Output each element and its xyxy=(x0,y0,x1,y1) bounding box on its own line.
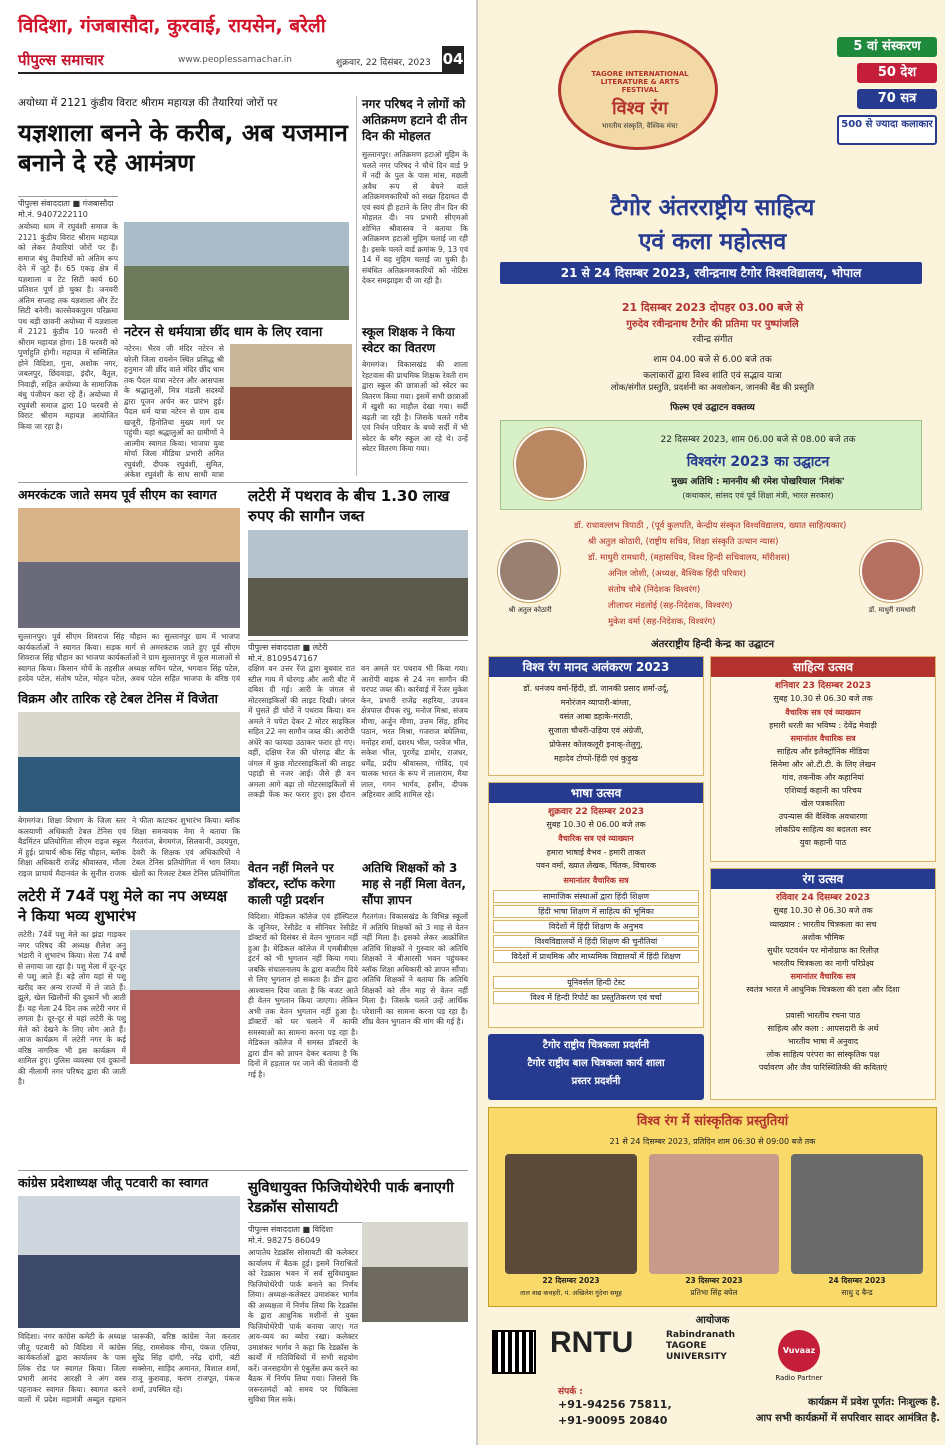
festival-title-line2: एवं कला महोत्सव xyxy=(638,229,787,255)
guest-line: अनिल जोशी, (अध्यक्ष, वैश्विक हिंदी परिवार) xyxy=(608,569,747,579)
day1-film: फिल्म एवं उद्घाटन वक्तव्य xyxy=(670,403,755,413)
yagyashala-photo xyxy=(124,222,349,320)
story8-headline[interactable]: वेतन नहीं मिलने पर डॉक्टर, स्टॉफ करेगा काली पट्टी प्रदर्शन xyxy=(248,861,336,907)
story12-body: आपातेय रेडक्रॉस सोसायटी की कलेक्टर कार्यालय में बैठक हुई। इसमें निराश्रितों को रेडक्रास भवन में सर्व सुविधायुक्त फिजियोथेरेपी पार्क बनाने का निर्णय लिया। अध्यक्ष-कलेक्टर उमाशंकर भार्गव की अध्यक्षता में निर्णय लिया कि रेडक्रॉस के द्वारा आधुनिक मशीनों से युक्त फिजियोथेरेपी पार्क बनाया जाए। गत आय-व्यय का ब्योरा रखा। कलेक्टर उमाशंकर भार्गव ने कहा कि रेडक्रॉस के कार्यों में गतिविधियों में सभी सहयोग करें। जनसहयोग से एंबुलेंस क्रय करने का बैठक में निर्णय लिया गया। जिससे कि जरूरतमंदों को समय पर चिकित्सा सुविधा मिल सके। xyxy=(248,1248,358,1404)
sahitya-item: वैचारिक सत्र एवं व्याख्यान xyxy=(785,708,861,717)
table-tennis-photo xyxy=(18,712,240,812)
column-divider xyxy=(356,96,357,476)
redcross-meeting-photo xyxy=(362,1222,468,1322)
rang-item: प्रवासी भारतीय रचना पाठ xyxy=(785,1011,861,1020)
sahitya-time: सुबह 10.30 से 06.30 बजे तक xyxy=(773,694,873,703)
countries-badge: 50 देश xyxy=(857,63,937,83)
rang-item: लोक साहित्य परंपरा का सांस्कृतिक पक्ष xyxy=(766,1050,880,1059)
perf-date: 23 दिसम्बर 2023 xyxy=(685,1276,743,1285)
story1-kicker: अयोध्या में 2121 कुंडीय विराट श्रीराम महायज्ञ की तैयारियां जोरों पर xyxy=(18,97,278,109)
radio-logo: Vuvaaz xyxy=(778,1330,820,1372)
chief-guest-designation: (कथाकार, सांसद एवं पूर्व शिक्षा मंत्री, भारत सरकार) xyxy=(682,491,834,500)
madhuri-ramdhari-caption: डॉ. माधुरी रामधारी xyxy=(868,606,916,614)
contact-label: संपर्क : xyxy=(558,1387,583,1397)
festival-hindi-name: विश्व रंग xyxy=(611,98,669,119)
bhasha-item: यूनिवर्सल हिन्दी टेस्ट xyxy=(493,976,699,989)
hindi-centre-inauguration: अंतरराष्ट्रीय हिन्दी केन्द्र का उद्घाटन xyxy=(650,639,775,650)
story1-headline[interactable]: यज्ञशाला बनने के करीब, अब यजमान बनाने दे रहे आमंत्रण xyxy=(18,119,348,177)
rang-item: समानांतर वैचारिक सत्र xyxy=(790,972,856,981)
sahitya-item: एशियाई कहानी का परिचय xyxy=(784,786,862,795)
sahitya-item: गांव, तकनीक और कहानियां xyxy=(782,773,864,782)
culture-title: विश्व रंग में सांस्कृतिक प्रस्तुतियां xyxy=(636,1114,789,1129)
story5-body: सुल्तानपुर। पूर्व सीएम शिवराज सिंह चौहान का सुल्तानपुर ग्राम में भाजपा कार्यकर्ताओं ने स्वागत किया। सड़क मार्ग से अमरकंटक जाते हुए पूर्व सीएम शिवराज सिंह चौहान का भाजपा कार्यकर्ताओं ने ग्राम सुल्तानपुर में फूल मालाओं से स्वागत किया। किसान मोर्चे के तहसील अध्यक्ष सचिन पटेल, भगवान सिंह पटेल, हरदेव पटेल, संतोष पटेल, मोहन पटेल, अवध पटेल सहित भाजपा के वरिष्ठ एवं xyxy=(18,632,240,683)
day1-tribute: गुरुदेव रवीन्द्रनाथ टैगोर की प्रतिमा पर पुष्पांजलि xyxy=(626,319,799,330)
story7-headline[interactable]: विक्रम और तारिक रहे टेबल टेनिस में विजेता xyxy=(18,691,218,706)
page-number: 04 xyxy=(442,46,464,72)
rntu-logo: RNTU xyxy=(550,1326,634,1359)
story12-byline: पीपुल्स संवाददाता ■ विदिशा xyxy=(248,1222,468,1235)
story3-body: नटेरन। भैरव जी मंदिर नटेरन से बरेली जिला रायसेन स्थित प्रसिद्ध श्री हनुमान जी छींद वाले मंदिर छींद धाम तक पैदल यात्रा नटेरन और आसपास के श्रद्धालुओं, मित्र मंडली सदस्यों द्वारा पूजन अर्चन कर प्रारंभ हुई। पैदल धर्म यात्रा नटेरन से ग्राम दाब खजूरी, हिनोतिया मुख्य मार्ग पर पहुंची। यहां श्रद्धालुओं का ग्रामीणों ने आत्मीय स्वागत किया। भाजपा युवा मोर्चा जिला मीडिया प्रभारी अमित रघुवंशी, दीपक रघुवंशी, सुमित, अंकेश रघुवंशी के साथ साथी यात्रा xyxy=(124,344,224,479)
rang-item: साहित्य और कला : आपसदारी के अर्थ xyxy=(767,1024,879,1033)
rang-item: सुधीर पटवर्धन पर मोनोग्राफ का रिलीज़ xyxy=(767,946,879,955)
exhibition-box xyxy=(488,1034,704,1100)
story2-body: सुल्तानपुर। अतिक्रमण हटाओ मुहिम के चलते नगर परिषद ने चौथे दिन वार्ड 9 में नदी के पुल के पास मांस, मछली अवैध रूप से बेचने वाले अतिक्रमणकारियों को सख्त हिदायत दी एवं स्वयं ही हटाने के लिए तीन दिन की मोहलत दी। नप प्रभारी सीएमओ शोभित श्रीवास्तव ने बताया कि अतिक्रमण हटाओ मुहिम चलाई जा रही है। इसके चलते वार्ड क्रमांक 9, 13 एवं 14 में यह मुहिम चलाई जा चुकी है। संबंधित अतिक्रमणकारियों को नोटिस देकर समझाइश दी जा रही है। xyxy=(362,150,468,285)
issue-date: शुक्रवार, 22 दिसंबर, 2023 xyxy=(336,58,431,68)
news-column xyxy=(0,0,472,1445)
story12-headline[interactable]: सुविधायुक्त फिजियोथेरेपी पार्क बनाएगी रेडक्रॉस सोसायटी xyxy=(248,1180,454,1216)
story4-body: बेगमगंज। विकासखंड की शाला रेहटवास की प्राथमिक शिक्षक रेवती राम द्वारा स्कूल की छात्राओं को स्वेटर का वितरण किया गया। इसमें सभी छात्राओं में खुशी का माहौल देखा गया। सर्दी बढ़ती जा रही है। जिसके चलते गरीब एवं निर्धन परिवार के बच्चे सर्दी में भी स्वेटर के बगैर स्कूल आ रहे थे। उन्हें स्वेटर वितरण किया गया। xyxy=(362,360,468,453)
perf-name: ताल वाद्य कचहरी, पं. अखिलेश गुंदेचा समूह xyxy=(520,1289,622,1297)
rang-item: भारतीय चित्रकला का नागी परिप्रेक्ष्य xyxy=(772,959,874,968)
culture-subtitle: 21 से 24 दिसम्बर 2023, प्रतिदिन शाम 06:30 से 09:00 बजे तक xyxy=(609,1137,816,1146)
story6-mobile: मो.नं. 8109547167 xyxy=(248,654,318,663)
bhasha-item: वैचारिक सत्र एवं व्याख्यान xyxy=(558,834,634,843)
festival-title-line1: टैगोर अंतरराष्ट्रीय साहित्य xyxy=(610,195,815,221)
awards-title: विश्व रंग मानद अलंकरण 2023 xyxy=(489,657,703,677)
exhibition-line: टैगोर राष्ट्रीय चित्रकला प्रदर्शनी xyxy=(542,1040,650,1051)
rang-item: भारतीय भाषा में अनुवाद xyxy=(787,1037,859,1046)
day1-sangeet: रवीन्द्र संगीत xyxy=(692,335,733,345)
rang-item: व्याख्यान : भारतीय चित्रकला का सच xyxy=(769,920,877,929)
bhasha-item: विश्व में हिन्दी रिपोर्ट का प्रस्तुतिकरण एवं चर्चा xyxy=(493,991,699,1004)
bhasha-item: विदेशों में प्राथमिक और माध्यमिक विद्यालयों में हिंदी शिक्षण xyxy=(493,950,699,963)
guest-line: मुकेश वर्मा (सह-निदेशक, विश्वरंग) xyxy=(608,617,716,627)
edition-badge: 5 वां संस्करण xyxy=(837,37,937,57)
award-item: मनोरंजन व्यापारी-बांग्ला, xyxy=(560,698,632,707)
padyatra-photo xyxy=(230,344,352,440)
university-name: Rabindranath TAGORE UNIVERSITY xyxy=(666,1330,736,1362)
guest-line: डॉ. राधावल्लभ त्रिपाठी , (पूर्व कुलपति, केन्द्रीय संस्कृत विश्वविद्यालय, ख्यात साहित्यकार) xyxy=(574,521,847,531)
cultural-programs xyxy=(488,1107,937,1307)
bhasha-item: विदेशों में हिंदी शिक्षण के अनुभव xyxy=(493,920,699,933)
award-item: सुजाता चौधरी-उड़िया एवं अंग्रेजी, xyxy=(548,726,644,735)
sahitya-item: लोकप्रिय साहित्य का बदलता स्वर xyxy=(775,825,871,834)
story4-headline[interactable]: स्कूल शिक्षक ने किया स्वेटर का वितरण xyxy=(362,325,455,355)
guest-line: डॉ. माधुरी रामधारी, (महासचिव, विश्व हिन्दी सचिवालय, मॉरीशस) xyxy=(588,553,790,563)
festival-tagline: भारतीय संस्कृति, वैश्विक मंच! xyxy=(601,122,679,130)
bhasha-item: विश्वविद्यालयों में हिंदी शिक्षण की चुनौतियां xyxy=(493,935,699,948)
bhasha-title: भाषा उत्सव xyxy=(489,783,703,803)
bhasha-date: शुक्रवार 22 दिसम्बर 2023 xyxy=(548,807,644,817)
story9-headline[interactable]: अतिथि शिक्षकों को 3 माह से नहीं मिला वेतन, सौंपा ज्ञापन xyxy=(362,861,466,907)
story1-mobile: मो.नं. 9407222110 xyxy=(18,210,88,219)
award-item: डॉ. धनंजय वर्मा-हिंदी, डॉ. जानकी प्रसाद शर्मा-उर्दू, xyxy=(523,684,669,693)
story3-headline[interactable]: नटेरन से धर्मयात्रा छींद धाम के लिए रवाना xyxy=(124,325,323,340)
artists-badge: 500 से ज्यादा कलाकार xyxy=(837,115,937,145)
sahitya-item: उपन्यास की वैश्विक अवधारणा xyxy=(778,812,868,821)
day1-performances: लोक/संगीत प्रस्तुति, प्रदर्शनी का अवलोकन, जानकी बैंड की प्रस्तुति xyxy=(610,383,815,393)
story12-mobile: मो.नं. 98275 86049 xyxy=(248,1236,321,1245)
story1-body: अयोध्या धाम में रघुवंशी समाज के 2121 कुंडीय विराट श्रीराम महायज्ञ को लेकर तैयारियां जोरों पर हैं। समाज बंधु तैयारियों को अंतिम रूप देने में जुटे हैं। 65 एकड़ क्षेत्र में यज्ञशाला व टेंट सिटी कार्य 60 प्रतिशत पूर्ण हो चुका है। जनवरी अंतिम सप्ताह तक यज्ञशाला और टेंट सिटी बनेगी। कारसेवकपुरम परिक्रमा पथ बड़ी छावनी अयोध्या में यज्ञशाला में 2121 कुंडीय 10 फरवरी से श्रीराम महायज्ञ होगा। 18 फरवरी को पूर्णाहुति होगी। महायज्ञ में सम्मिलित होने विदिशा, गुना, अशोक नगर, जबलपुर, छिंदवाड़ा, इंदौर, बैतूल, निवाड़ी, सहित अयोध्या के सामाजिक बंधु पंजीयन करा रहे हैं। अयोध्या में रघुवंशी समाज द्वारा 10 फरवरी से विराट श्रीराम महायज्ञ आयोजित किया जा रहा है। xyxy=(18,222,118,431)
bhasha-item: हिंदी भाषा शिक्षण में साहित्य की भूमिका xyxy=(493,905,699,918)
radio-partner-label: Radio Partner xyxy=(775,1374,823,1382)
chief-guest-name: मुख्य अतिथि : माननीय श्री रमेश पोखरियाल 'निशंक' xyxy=(671,477,845,487)
story11-headline[interactable]: कांग्रेस प्रदेशाध्यक्ष जीतू पटवारी का स्वागत xyxy=(18,1175,209,1190)
perf-date: 22 दिसम्बर 2023 xyxy=(542,1276,600,1285)
exhibition-line: टैगोर राष्ट्रीय बाल चित्रकला कार्य शाला xyxy=(527,1058,665,1069)
bhasha-time: सुबह 10.30 से 06.00 बजे तक xyxy=(546,820,646,829)
day1-time: शाम 04.00 बजे से 6.00 बजे तक xyxy=(653,355,772,365)
perf-name: साधु द बैन्ड xyxy=(841,1288,873,1297)
sahitya-item: हमारी धरती का भविष्य : देवेंद्र मेवाड़ी xyxy=(769,721,877,730)
bhasha-section xyxy=(488,782,704,1028)
story10-headline[interactable]: लटेरी में 74वें पशु मेले का नप अध्यक्ष ने किया भव्य शुभारंभ xyxy=(18,887,228,925)
festival-english-name: TAGORE INTERNATIONAL LITERATURE & ARTS FESTIVAL xyxy=(591,70,689,94)
story7-body: बेगमगंज। शिक्षा विभाग के जिला स्तर कलयाणी अधिकारी टेबल टेनिस एवं बैडमिंटन प्रतियोगिता सीएम राइज स्कूल में हुई। प्राचार्य श्रीक सिंह चौहान, ब्लॉक शिक्षा अधिकारी राजेंद्र श्रीवास्तव, मौला राइज प्राचार्य मैदानवंत के सुनील राजक ने फीता काटकर शुभारंभ किया। ब्लॉक शिक्षा समन्वयक नेमा ने बताया कि गैरतगंज, बेगमगंज, सिलवानी, उदयपुरा, देवरी के शिक्षक एवं अधिकारियों ने टेबल टेनिस प्रतियोगिता में भाग लिया। खेलों का रिजल्ट टेबल टेनिस प्रतियोगिता xyxy=(18,816,240,878)
sahitya-item: साहित्य और इलेक्ट्रॉनिक मीडिया xyxy=(776,747,870,756)
exhibition-line: प्रस्तर प्रदर्शनी xyxy=(571,1076,621,1087)
website-link[interactable]: www.peoplessamachar.in xyxy=(178,55,292,65)
festival-advert xyxy=(476,0,945,1445)
story11-body: विदिशा। नगर कांग्रेस कमेटी के अध्यक्ष जीतू पटवारी को विदिशा में कांग्रेस कार्यकर्ताओं द्वारा कार्यालय के पास लिंक रोड पर स्वागत किया। जिला प्रभारी आनंद आरक्षी ने अंग वस्त्र पहनाकर स्वागत किया। स्वागत करने वालों में प्रदेश महामंत्री अब्दुल रहमान फारूकी, बरिष्ठ कांग्रेस नेता करतार सिंह, रामसेवक मीना, पंकज एलिया, सुरेंद्र सिंह दांगी, नरेंद्र दांगी, बंटी सक्सेना, साहिद अमानत, विशाल शर्मा, राजू कुशवाह, करण राजपूत, पंकज शर्मा, उपस्थित रहे। xyxy=(18,1332,240,1404)
sahitya-item: युवा कहानी पाठ xyxy=(799,838,847,847)
invitation-line: आप सभी कार्यक्रमों में सपरिवार सादर आमंत्रित है. xyxy=(755,1413,940,1424)
inauguration-time: 22 दिसम्बर 2023, शाम 06.00 बजे से 08.00 बजे तक xyxy=(660,435,856,445)
award-item: प्रोफेसर कोलकलूरी इनाक्-तेलुगु, xyxy=(549,740,643,749)
rang-title: रंग उत्सव xyxy=(711,869,935,889)
forest-team-photo xyxy=(248,530,468,636)
madhuri-ramdhari-photo xyxy=(860,540,922,602)
masthead xyxy=(18,46,464,74)
phone-2[interactable]: +91-90095 20840 xyxy=(558,1414,668,1427)
performer-photo xyxy=(649,1154,779,1274)
sahitya-title: साहित्य उत्सव xyxy=(711,657,935,677)
perf-date: 24 दिसम्बर 2023 xyxy=(828,1276,886,1285)
perf-name: प्रतिभा सिंह बघेल xyxy=(690,1288,738,1297)
atul-kothari-caption: श्री अतुल कोठारी xyxy=(508,606,552,614)
section-divider xyxy=(18,482,468,483)
shivraj-welcome-photo xyxy=(18,508,240,628)
award-item: वसंत आबा डहाके-मराठी, xyxy=(559,712,633,721)
sahitya-item: समानांतर वैचारिक सत्र xyxy=(790,734,856,743)
rang-time: सुबह 10.30 से 06.30 बजे तक xyxy=(773,906,873,915)
story10-body: लटेरी। 74वें पशु मेले का झंडा गाड़कर नगर परिषद की अध्यक्ष शैलेश अनु भंडारी ने शुभारंभ किया। मेला 74 वर्षों से लगाया जा रहा है। पशु मेला में दूर-दूर से पशु आते हैं। बड़े लोग यहां से पशु खरीद कर अन्य राज्यों में ले जाते हैं। झूले, खेल खिलौनों की दुकानें भी आती हैं। यह मेला 24 दिन तक लटेरी नगर में लगता है। दूर-दूर से यहां लटेरी के पशु मेले को देखने के लिए लोग आते हैं। आज कार्यक्रम में लटेरी नगर के कई वरिष्ठ नागरिक भी इस कार्यक्रम में शामिल हुए। पुलिस व्यवस्था एवं दुकानों की नीलामी नगर परिषद द्वारा की जाती है। xyxy=(18,930,126,1086)
sahitya-item: खेल पत्रकारिता xyxy=(801,799,845,808)
rang-item: पर्यावरण और जैव पारिस्थितिकी की कविताएं xyxy=(758,1063,888,1072)
rang-date: रविवार 24 दिसम्बर 2023 xyxy=(776,893,870,903)
sessions-badge: 70 सत्र xyxy=(857,89,937,109)
bhasha-item: समानांतर वैचारिक सत्र xyxy=(563,876,629,885)
performer-photo xyxy=(791,1154,923,1274)
sahitya-date: शनिवार 23 दिसम्बर 2023 xyxy=(774,681,872,691)
awards-section xyxy=(488,656,704,776)
story2-headline[interactable]: नगर परिषद ने लोगों को अतिक्रमण हटाने दी तीन दिन की मोहलत xyxy=(362,97,467,143)
qr-code-icon[interactable] xyxy=(492,1330,536,1374)
animal-fair-photo xyxy=(130,930,240,1064)
bhasha-item: पवन वर्मा, ख्यात लेखक, चिंतक, विचारक xyxy=(535,861,657,870)
story1-byline: पीपुल्स संवाददाता ■ गंजबासौदा xyxy=(18,196,118,209)
bhasha-item: हमारा भाषाई वैभव - हमारी ताकत xyxy=(546,848,646,857)
guest-line: श्री अतुल कोठारी, (राष्ट्रीय सचिव, शिक्षा संस्कृति उत्थान न्यास) xyxy=(588,537,779,547)
day1-yatra: कलाकारों द्वारा विश्व शांति एवं सद्भाव यात्रा xyxy=(643,371,782,381)
phone-1[interactable]: +91-94256 75811, xyxy=(558,1398,672,1411)
story5-headline[interactable]: अमरकंटक जाते समय पूर्व सीएम का स्वागत xyxy=(18,487,217,502)
story8-body: विदिशा। मेडिकल कॉलेज एवं हॉस्पिटल के जूनियर, रेसीडेंट व सीनियर रेसीडेंट डॉक्टरों को दिसंबर से वेतन भुगतान नहीं हुआ है। मेडिकल कॉलेज में एमबीबीएस इंटर्न को भी भुगतान नहीं किया गया। जबकि संचालनालय के द्वारा बजटीय दिये से लिए भुगतान हो सकता है। डीन द्वारा आश्वासन दिया जाता है कि बजट आते ही वेतन भुगतान किया जाएगा। लेकिन अभी तक वेतन भुगतान नहीं हुआ है। डॉक्टरों को घर चलाने में काफी समस्याओं का सामना करना पड़ रहा है। मेडिकल कॉलेज में समस्त डॉक्टरों के द्वारा डीन को ज्ञापन देकर बताया है कि दिनों में हड़ताल पर जाने की चेतावनी दी गई है। xyxy=(248,912,358,1079)
guest-line: संतोष चौबे (निदेशक विश्वरंग) xyxy=(608,585,701,595)
story9-body: गैरतगंज। विकासखंड के विभिन्न स्कूलों में अतिथि शिक्षकों को 3 माह से वेतन नहीं मिला है। इसको लेकर आक्रोशित अतिथि शिक्षकों ने गुरुवार को अतिथि शिक्षकों ने बीआरसी भवन पहुंचकर ब्लॉक शिक्षा अधिकारी को ज्ञापन सौंपा। अतिथि शिक्षकों ने बताया कि अतिथि शिक्षकों को तीन माह से वेतन नहीं मिला है। जिसके चलते उन्हें आर्थिक परेशानी का सामना करना पड़ रहा है। शीघ्र वेतन भुगतान की मांग की गई है। xyxy=(362,912,468,1026)
sahitya-section xyxy=(710,656,936,862)
award-item: महादेव टोप्पो-हिंदी एवं कुड़ुख xyxy=(554,754,638,763)
guest-line: लीलाधर मंडलोई (सह-निदेशक, विश्वरंग) xyxy=(608,601,733,611)
story6-headline[interactable]: लटेरी में पथराव के बीच 1.30 लाख रुपए की सागौन जब्त xyxy=(248,487,450,525)
jitu-patwari-photo xyxy=(18,1196,240,1328)
free-entry-notice: कार्यक्रम में प्रवेश पूर्णत: निःशुल्क है. xyxy=(807,1397,940,1408)
story6-byline: पीपुल्स संवाददाता ■ लटेरी xyxy=(248,640,468,653)
edition-cities: विदिशा, गंजबासौदा, कुरवाई, रायसेन, बरेली xyxy=(18,15,326,37)
inauguration-title: विश्वरंग 2023 का उद्घाटन xyxy=(686,454,830,470)
chief-guest-photo xyxy=(514,428,586,500)
rang-section xyxy=(710,868,936,1100)
rang-item: स्वतंत्र भारत में आधुनिक चित्रकला की दशा और दिशा xyxy=(746,985,900,994)
atul-kothari-photo xyxy=(498,540,560,602)
newspaper-logo: पीपुल्स समाचार xyxy=(18,51,104,69)
rang-item: अशोक भौमिक xyxy=(801,933,845,942)
dates-venue-band: 21 से 24 दिसम्बर 2023, रवीन्द्रनाथ टैगोर विश्वविद्यालय, भोपाल xyxy=(500,262,922,284)
bhasha-item: सामाजिक संस्थाओं द्वारा हिंदी शिक्षण xyxy=(493,890,699,903)
performer-photo xyxy=(505,1154,637,1274)
day1-heading: 21 दिसम्बर 2023 दोपहर 03.00 बजे से xyxy=(621,301,804,314)
story6-body: दक्षिण वन उत्तर रेंज द्वारा बुधवार रात स्टील गाय में घोरगड़ और आरी बीट में दबिश दी गई। आरी के जंगल से मोटरसाइकिलों की लाइट दिखी। जंगल में घुसते ही चोरों ने पथराव किया। वन अमले ने चपेटा देकर 2 मोटर साइकिल सहित 22 नग सागौन जब्त की। आरोपी अंधेरे का फायदा उठाकर फरार हो गए। वहीं, दक्षिण रेंज की घोरगढ़ बीट के जंगल में कुछ मोटरसाइकिलों की लाइट पहाड़ी से नजर आई। जैसे ही वन अमला आगे बढ़ा तो मोटरसाइकिलों से लकड़ी फेंक कर फरार हुए। इस दौरान वन अमले पर पथराव भी किया गया। आरोपी बाइक से 24 नग सागौन की चरपट जब्त की। कार्रवाई में रेंजर मुकेश केन, प्रभारी राजेंद्र सहरिया, उपवन क्षेत्रपाल दीपक रघु, मनोज मिश्रा, संजय मीणा, अर्जुन मीणा, उत्तम सिंह, हमिद पठान, भरत मिश्रा, गजराज बघेलिया, मनोहर शर्मा, दशरथ भील, परवेज भील, सकेश भील, पूरणेंद्र डामोर, राजधर, धर्मेंद्र, प्रदीप श्रीवास्तव, गोविंद, एवं चालक भारत के रूप में लालाराम, मैया लाल, गगन भार्गव, हसीन, दीपक अहिरवार आदि शामिल रहे। xyxy=(248,664,468,799)
section-divider xyxy=(18,1170,468,1171)
organizer-label: आयोजक xyxy=(695,1315,730,1326)
sahitya-item: सिनेमा और ओ.टी.टी. के लिए लेखन xyxy=(770,760,876,769)
